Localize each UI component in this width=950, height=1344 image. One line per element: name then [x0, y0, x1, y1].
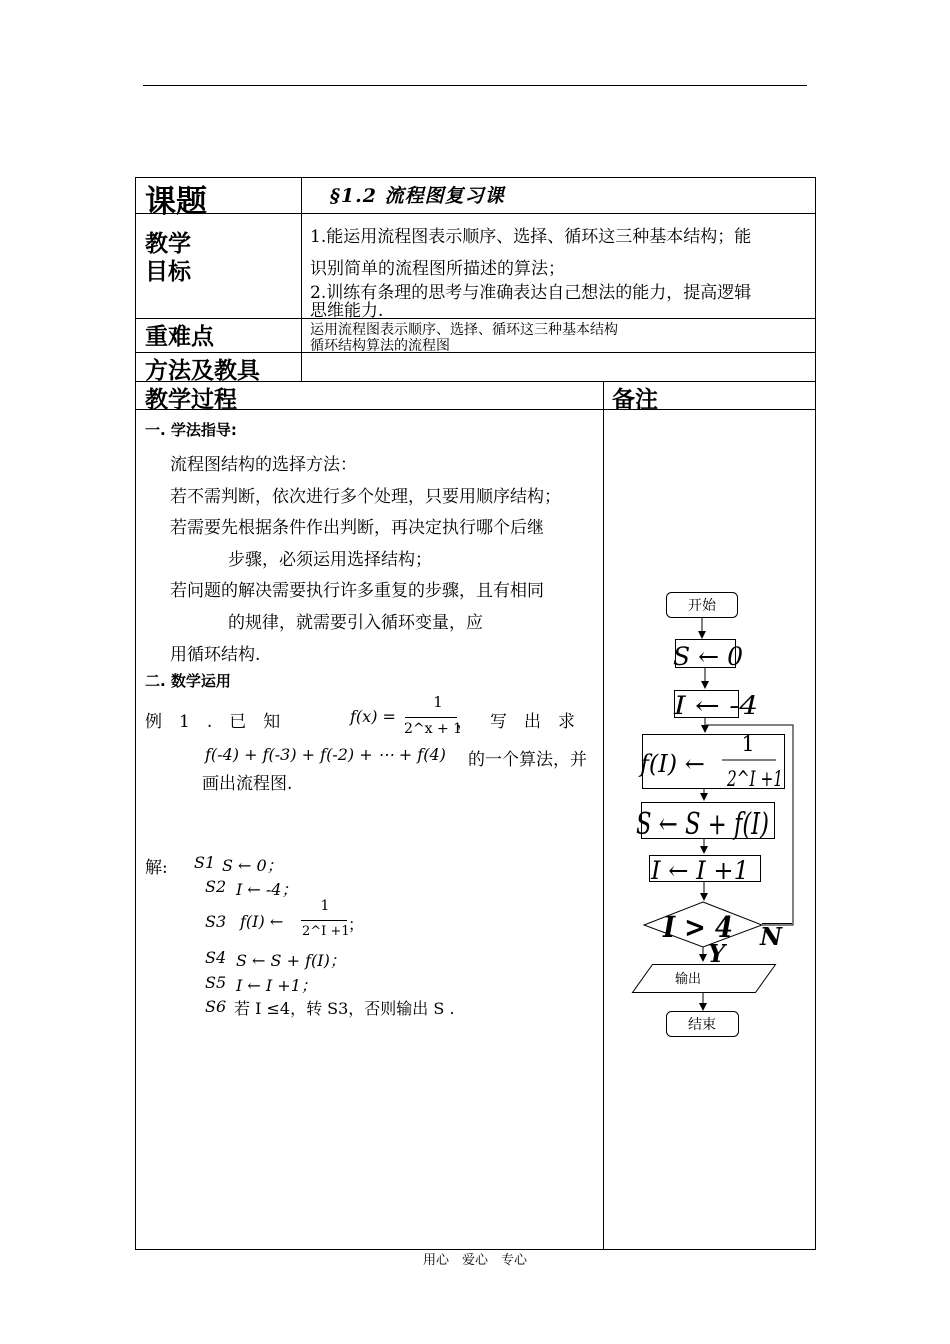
- func-denominator: 2^x + 1: [404, 721, 463, 737]
- compute-f-lhs: f(I) ←: [640, 750, 705, 778]
- sum-expression: f(-4) + f(-3) + f(-2) + ⋯ + f(4): [205, 745, 446, 764]
- decision-label: I > 4: [662, 910, 733, 944]
- output-label: 输出: [675, 972, 702, 987]
- method-label: 方法及教具: [145, 358, 260, 384]
- step-expr-3: f(I) ←: [240, 912, 284, 931]
- step-expr-2: I ← -4；: [236, 880, 298, 899]
- step-expr-5: I ← I +1；: [236, 976, 317, 995]
- step-label-2: S2: [205, 877, 227, 896]
- step-label-5: S5: [205, 973, 227, 992]
- objective-line-2: 识别简单的流程图所描述的算法；: [310, 259, 565, 279]
- method-line-3: 若需要先根据条件作出判断，再决定执行哪个后继: [170, 518, 544, 538]
- step-label-6: S6: [205, 997, 227, 1016]
- task-line-2: 画出流程图.: [202, 774, 293, 794]
- task-words: 写 出 求: [490, 712, 575, 732]
- objective-line-4: 思维能力.: [310, 301, 384, 321]
- func-numerator: 1: [433, 693, 443, 711]
- objectives-label-line1: 教学: [145, 231, 191, 257]
- method-line-5: 若问题的解决需要执行许多重复的步骤，且有相同: [170, 581, 544, 601]
- increment-label: I ← I +1: [650, 856, 749, 885]
- objective-line-1: 1.能运用流程图表示顺序、选择、循环这三种基本结构；能: [310, 227, 752, 247]
- section2-heading: 二. 数学运用: [145, 672, 231, 690]
- step-expr-4: S ← S + f(I)；: [236, 951, 346, 970]
- start-label: 开始: [688, 598, 716, 614]
- compute-f-den: 2^I +1: [726, 767, 783, 791]
- s3-denominator: 2^I +1: [302, 924, 350, 939]
- init-i-label: I ← -4: [672, 691, 758, 720]
- output-node: [633, 965, 776, 993]
- course-title: §1.2 流程图复习课: [330, 185, 505, 207]
- method-line-6: 的规律，就需要引入循环变量，应: [228, 613, 483, 633]
- objectives-label-line2: 目标: [145, 259, 191, 285]
- compute-f-num: 1: [741, 732, 755, 756]
- difficulty-line-1: 运用流程图表示顺序、选择、循环这三种基本结构: [310, 322, 618, 338]
- init-s-label: S ← 0: [673, 642, 744, 671]
- section1-heading: 一. 学法指导:: [145, 421, 237, 439]
- accumulate-label: S ← S + f(I): [636, 807, 769, 842]
- solution-label: 解:: [145, 858, 168, 878]
- s3-end: ；: [348, 915, 365, 934]
- func-prefix: f(x) =: [350, 707, 396, 726]
- step-label-1: S1: [194, 853, 216, 872]
- process-label: 教学过程: [145, 387, 237, 413]
- end-label: 结束: [688, 1017, 716, 1033]
- course-label: 课题: [145, 184, 207, 220]
- method-line-4: 步骤，必须运用选择结构；: [228, 550, 432, 570]
- sum-suffix: 的一个算法，并: [468, 750, 587, 770]
- method-line-7: 用循环结构.: [170, 645, 261, 665]
- step-label-3: S3: [205, 912, 227, 931]
- step-label-4: S4: [205, 948, 227, 967]
- no-label: N: [760, 922, 782, 951]
- objective-line-3: 2.训练有条理的思考与准确表达自己想法的能力，提高逻辑: [310, 283, 752, 303]
- remarks-label: 备注: [612, 387, 658, 413]
- step-expr-1: S ← 0；: [222, 856, 283, 875]
- yes-label: Y: [708, 939, 726, 968]
- difficulty-line-2: 循环结构算法的流程图: [310, 338, 450, 354]
- step-expr-6: 若 I ≤4，转 S3，否则输出 S .: [234, 999, 455, 1018]
- example-label: 例 1 . 已 知: [145, 712, 281, 732]
- footer-text: 用心 爱心 专心: [422, 1253, 527, 1268]
- method-line-1: 流程图结构的选择方法：: [170, 455, 357, 475]
- s3-numerator: 1: [320, 898, 330, 914]
- method-line-2: 若不需判断，依次进行多个处理，只要用顺序结构；: [170, 487, 561, 507]
- difficulty-label: 重难点: [145, 324, 214, 350]
